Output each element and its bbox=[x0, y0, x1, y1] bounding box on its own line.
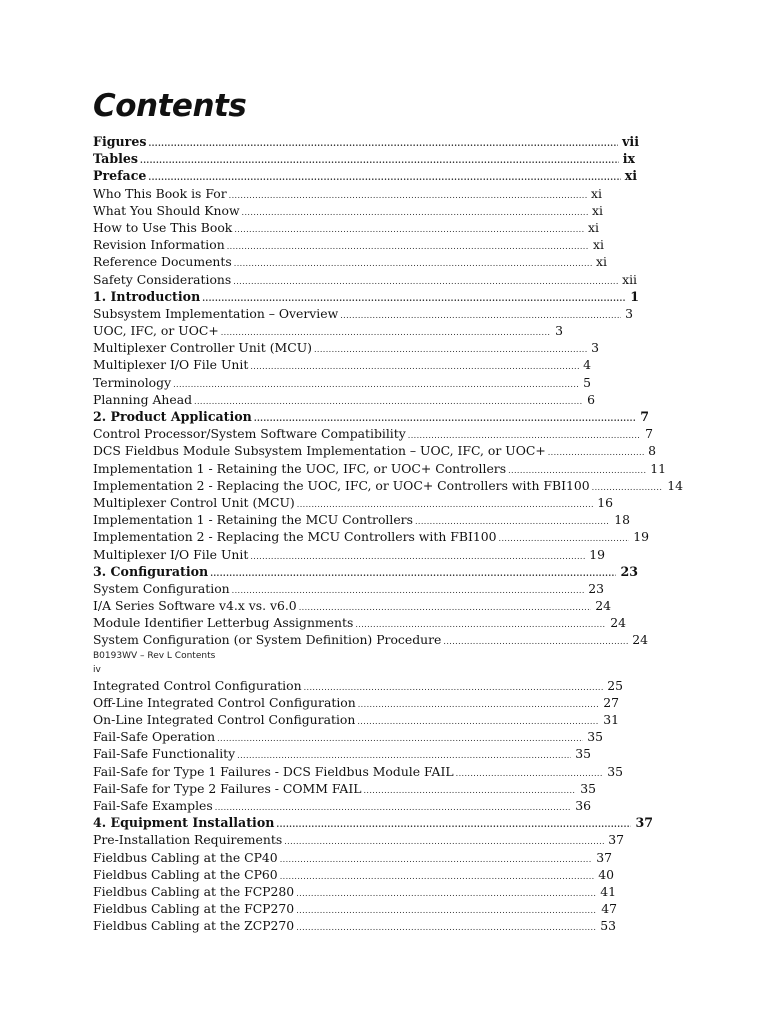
toc-entry-page: 47 bbox=[601, 901, 617, 917]
dot-leader bbox=[304, 683, 604, 693]
toc-section-entry[interactable] bbox=[93, 374, 591, 391]
toc-entry-title: Module Identifier Letterbug Assignments bbox=[93, 615, 354, 631]
dot-leader bbox=[232, 586, 585, 596]
toc-entry-title: Figures bbox=[93, 134, 147, 149]
toc-entry-page: 35 bbox=[607, 763, 623, 779]
toc-entry-page: vii bbox=[622, 134, 639, 149]
toc-section-entry[interactable] bbox=[93, 849, 612, 866]
toc-entry-page: 1 bbox=[630, 288, 639, 304]
toc-entry-title: On-Line Integrated Control Configuration bbox=[93, 712, 356, 727]
dot-leader bbox=[592, 483, 664, 493]
toc-entry-page: 27 bbox=[603, 694, 619, 710]
toc-entry-page: 37 bbox=[635, 815, 653, 831]
toc-entry-title: Preface bbox=[93, 168, 147, 184]
toc-entry-title: Implementation 1 - Retaining the UOC, IFC, or UOC+ Controllers bbox=[93, 460, 507, 476]
toc-entry-title: Multiplexer I/O File Unit bbox=[93, 357, 249, 373]
toc-section-entry[interactable] bbox=[93, 356, 591, 373]
toc-section-entry[interactable] bbox=[93, 442, 656, 459]
toc-section-entry[interactable] bbox=[93, 322, 563, 339]
toc-entry-page: 37 bbox=[596, 849, 612, 865]
toc-entry-title: Integrated Control Configuration bbox=[93, 677, 302, 693]
dot-leader bbox=[443, 637, 628, 647]
dot-leader bbox=[358, 700, 599, 710]
dot-leader bbox=[357, 717, 599, 727]
dot-leader bbox=[548, 448, 644, 458]
toc-entry-page: 3 bbox=[591, 340, 599, 356]
toc-entry-title: Fieldbus Cabling at the ZCP270 bbox=[93, 918, 295, 934]
toc-entry-title: Who This Book is For bbox=[93, 185, 227, 201]
toc-entry-title: Revision Information bbox=[93, 237, 225, 253]
toc-section-entry[interactable] bbox=[93, 219, 599, 236]
toc-entry-page: 3 bbox=[555, 323, 563, 339]
toc-entry-title: System Configuration bbox=[93, 580, 230, 596]
toc-entry-title: Multiplexer Control Unit (MCU) bbox=[93, 494, 295, 510]
toc-section-entry[interactable] bbox=[93, 546, 605, 563]
toc-section-entry[interactable] bbox=[93, 305, 633, 322]
dot-leader bbox=[210, 568, 616, 578]
dot-leader bbox=[276, 819, 631, 829]
toc-list-continued bbox=[93, 677, 653, 935]
dot-leader bbox=[237, 751, 571, 761]
toc-section-entry[interactable] bbox=[93, 477, 683, 494]
toc-entry-title: Subsystem Implementation – Overview bbox=[93, 305, 339, 321]
toc-entry-page: 40 bbox=[598, 866, 614, 882]
toc-section-entry[interactable] bbox=[93, 745, 591, 762]
toc-entry-page: 35 bbox=[580, 780, 596, 796]
toc-section-entry[interactable] bbox=[93, 866, 614, 883]
toc-section-entry[interactable] bbox=[93, 253, 607, 270]
toc-entry-title: Terminology bbox=[93, 374, 172, 390]
running-footer: B0193WV – Rev L Contents bbox=[93, 650, 216, 661]
toc-section-entry[interactable] bbox=[93, 236, 604, 253]
toc-entry-title: UOC, IFC, or UOC+ bbox=[93, 323, 219, 339]
toc-section-entry[interactable] bbox=[93, 900, 617, 917]
toc-entry-page: 4 bbox=[583, 357, 591, 373]
toc-section-entry[interactable] bbox=[93, 831, 624, 848]
toc-section-entry[interactable] bbox=[93, 494, 613, 511]
toc-section-entry[interactable] bbox=[93, 694, 619, 711]
dot-leader bbox=[173, 380, 579, 390]
toc-entry-page: ix bbox=[622, 151, 635, 167]
toc-section-entry[interactable] bbox=[93, 391, 595, 408]
toc-section-entry[interactable] bbox=[93, 271, 637, 288]
toc-entry-page: 23 bbox=[620, 563, 638, 579]
toc-entry-page: 36 bbox=[575, 797, 591, 813]
toc-entry-title: Implementation 2 - Replacing the MCU Controllers with FBI100 bbox=[93, 529, 497, 545]
toc-entry-page: 8 bbox=[648, 443, 656, 459]
toc-chapter-entry[interactable] bbox=[93, 814, 653, 831]
toc-entry-title: Multiplexer I/O File Unit bbox=[93, 546, 249, 562]
toc-entry-title: System Configuration (or System Definition) Procedure bbox=[93, 632, 442, 648]
toc-entry-title: Fail-Safe Operation bbox=[93, 729, 216, 745]
toc-entry-title: How to Use This Book bbox=[93, 219, 233, 235]
toc-entry-title: Tables bbox=[93, 151, 139, 167]
toc-entry-page: xi bbox=[591, 185, 602, 201]
toc-section-entry[interactable] bbox=[93, 763, 623, 780]
toc-entry-title: 2. Product Application bbox=[93, 409, 252, 424]
dot-leader bbox=[508, 466, 646, 476]
toc-entry-page: xi bbox=[593, 237, 604, 253]
dot-leader bbox=[408, 431, 641, 441]
dot-leader bbox=[227, 242, 589, 252]
dot-leader bbox=[355, 620, 606, 630]
dot-leader bbox=[314, 345, 587, 355]
toc-entry-title: Implementation 2 - Replacing the UOC, IFC, or UOC+ Controllers with FBI100 bbox=[93, 477, 590, 493]
toc-entry-title: Pre-Installation Requirements bbox=[93, 832, 283, 848]
toc-entry-title: Planning Ahead bbox=[93, 391, 193, 407]
toc-entry-page: xi bbox=[592, 202, 603, 218]
toc-chapter-entry[interactable] bbox=[93, 167, 637, 184]
toc-entry-page: 24 bbox=[632, 632, 648, 648]
toc-entry-title: What You Should Know bbox=[93, 202, 240, 218]
toc-entry-page: 24 bbox=[610, 615, 626, 631]
toc-section-entry[interactable] bbox=[93, 614, 626, 631]
toc-chapter-entry[interactable] bbox=[93, 563, 638, 580]
dot-leader bbox=[233, 277, 618, 287]
toc-entry-page: 16 bbox=[597, 494, 613, 510]
toc-entry-page: xi bbox=[588, 219, 599, 235]
dot-leader bbox=[415, 517, 610, 527]
toc-entry-page: 3 bbox=[625, 305, 633, 321]
toc-section-entry[interactable] bbox=[93, 511, 630, 528]
toc-section-entry[interactable] bbox=[93, 425, 653, 442]
dot-leader bbox=[340, 311, 621, 321]
toc-entry-title: Fieldbus Cabling at the CP60 bbox=[93, 866, 278, 882]
toc-section-entry[interactable] bbox=[93, 528, 649, 545]
toc-section-entry[interactable] bbox=[93, 917, 616, 934]
toc-entry-title: Implementation 1 - Retaining the MCU Controllers bbox=[93, 512, 413, 528]
toc-section-entry[interactable] bbox=[93, 202, 603, 219]
dot-leader bbox=[148, 138, 618, 148]
toc-section-entry[interactable] bbox=[93, 185, 602, 202]
toc-entry-page: 41 bbox=[600, 883, 616, 899]
toc-entry-title: 3. Configuration bbox=[93, 563, 209, 579]
dot-leader bbox=[250, 552, 585, 562]
dot-leader bbox=[234, 225, 584, 235]
toc-entry-page: 7 bbox=[645, 426, 653, 442]
toc-entry-title: Fail-Safe Functionality bbox=[93, 746, 236, 762]
toc-entry-page: 6 bbox=[587, 391, 595, 407]
toc-section-entry[interactable] bbox=[93, 339, 599, 356]
dot-leader bbox=[202, 293, 626, 303]
toc-entry-title: Fail-Safe Examples bbox=[93, 797, 213, 813]
dot-leader bbox=[296, 923, 596, 933]
toc-entry-title: Off-Line Integrated Control Configuration bbox=[93, 694, 356, 710]
toc-entry-page: xii bbox=[622, 271, 637, 287]
dot-leader bbox=[456, 769, 604, 779]
dot-leader bbox=[499, 534, 630, 544]
toc-section-entry[interactable] bbox=[93, 797, 591, 814]
toc-entry-page: 7 bbox=[640, 409, 649, 424]
dot-leader bbox=[284, 837, 604, 847]
toc-entry-page: 53 bbox=[600, 918, 616, 934]
dot-leader bbox=[217, 734, 583, 744]
page-number: iv bbox=[93, 664, 101, 675]
toc-entry-title: DCS Fieldbus Module Subsystem Implementation – UOC, IFC, or UOC+ bbox=[93, 443, 546, 459]
toc-section-entry[interactable] bbox=[93, 883, 616, 900]
toc-entry-title: Multiplexer Controller Unit (MCU) bbox=[93, 340, 312, 356]
toc-entry-page: 11 bbox=[650, 460, 666, 476]
toc-entry-title: I/A Series Software v4.x vs. v6.0 bbox=[93, 598, 297, 614]
dot-leader bbox=[254, 413, 636, 423]
toc-entry-page: 35 bbox=[575, 746, 591, 762]
toc-section-entry[interactable] bbox=[93, 597, 611, 614]
toc-entry-page: 24 bbox=[595, 598, 611, 614]
dot-leader bbox=[215, 803, 571, 813]
toc-entry-page: 31 bbox=[603, 712, 619, 727]
dot-leader bbox=[299, 603, 592, 613]
toc-section-entry[interactable] bbox=[93, 780, 596, 797]
dot-leader bbox=[194, 397, 583, 407]
toc-entry-title: Fieldbus Cabling at the FCP270 bbox=[93, 901, 295, 917]
toc-entry-title: Fieldbus Cabling at the FCP280 bbox=[93, 883, 295, 899]
toc-list bbox=[93, 133, 683, 649]
toc-chapter-entry[interactable] bbox=[93, 288, 639, 305]
toc-entry-title: Fail-Safe for Type 1 Failures - DCS Fieldbus Module FAIL bbox=[93, 763, 454, 779]
dot-leader bbox=[296, 906, 597, 916]
toc-entry-page: 19 bbox=[633, 529, 649, 545]
toc-entry-page: 5 bbox=[583, 374, 591, 390]
toc-entry-page: xi bbox=[624, 168, 637, 184]
dot-leader bbox=[250, 362, 579, 372]
toc-chapter-entry[interactable] bbox=[93, 150, 635, 167]
toc-section-entry[interactable] bbox=[93, 580, 604, 597]
toc-entry-title: Control Processor/System Software Compatibility bbox=[93, 426, 406, 442]
dot-leader bbox=[280, 855, 593, 865]
toc-entry-page: 18 bbox=[614, 512, 630, 528]
dot-leader bbox=[234, 259, 592, 269]
toc-entry-page: xi bbox=[596, 254, 607, 270]
toc-entry-title: 4. Equipment Installation bbox=[93, 815, 275, 831]
toc-entry-title: Reference Documents bbox=[93, 254, 232, 270]
toc-section-entry[interactable] bbox=[93, 711, 619, 728]
dot-leader bbox=[363, 786, 576, 796]
toc-entry-page: 25 bbox=[607, 677, 623, 693]
toc-chapter-entry[interactable] bbox=[93, 408, 649, 425]
toc-section-entry[interactable] bbox=[93, 728, 603, 745]
dot-leader bbox=[297, 500, 593, 510]
page-title: Contents bbox=[93, 88, 247, 124]
contents-page bbox=[93, 86, 683, 934]
toc-entry-title: Fieldbus Cabling at the CP40 bbox=[93, 849, 278, 865]
dot-leader bbox=[221, 328, 551, 338]
toc-section-entry[interactable] bbox=[93, 677, 623, 694]
toc-entry-page: 19 bbox=[589, 546, 605, 562]
toc-section-entry[interactable] bbox=[93, 631, 648, 648]
dot-leader bbox=[296, 889, 596, 899]
toc-entry-title: Safety Considerations bbox=[93, 271, 232, 287]
toc-entry-title: 1. Introduction bbox=[93, 288, 201, 304]
toc-entry-page: 35 bbox=[587, 729, 603, 745]
toc-chapter-entry[interactable] bbox=[93, 133, 639, 150]
toc-entry-title: Fail-Safe for Type 2 Failures - COMM FAIL bbox=[93, 780, 362, 796]
dot-leader bbox=[242, 208, 589, 218]
toc-entry-page: 37 bbox=[608, 832, 624, 848]
toc-section-entry[interactable] bbox=[93, 460, 666, 477]
toc-entry-page: 14 bbox=[667, 477, 683, 493]
toc-entry-page: 23 bbox=[588, 580, 604, 596]
dot-leader bbox=[280, 872, 595, 882]
dot-leader bbox=[140, 155, 619, 165]
dot-leader bbox=[229, 191, 587, 201]
dot-leader bbox=[148, 172, 620, 182]
